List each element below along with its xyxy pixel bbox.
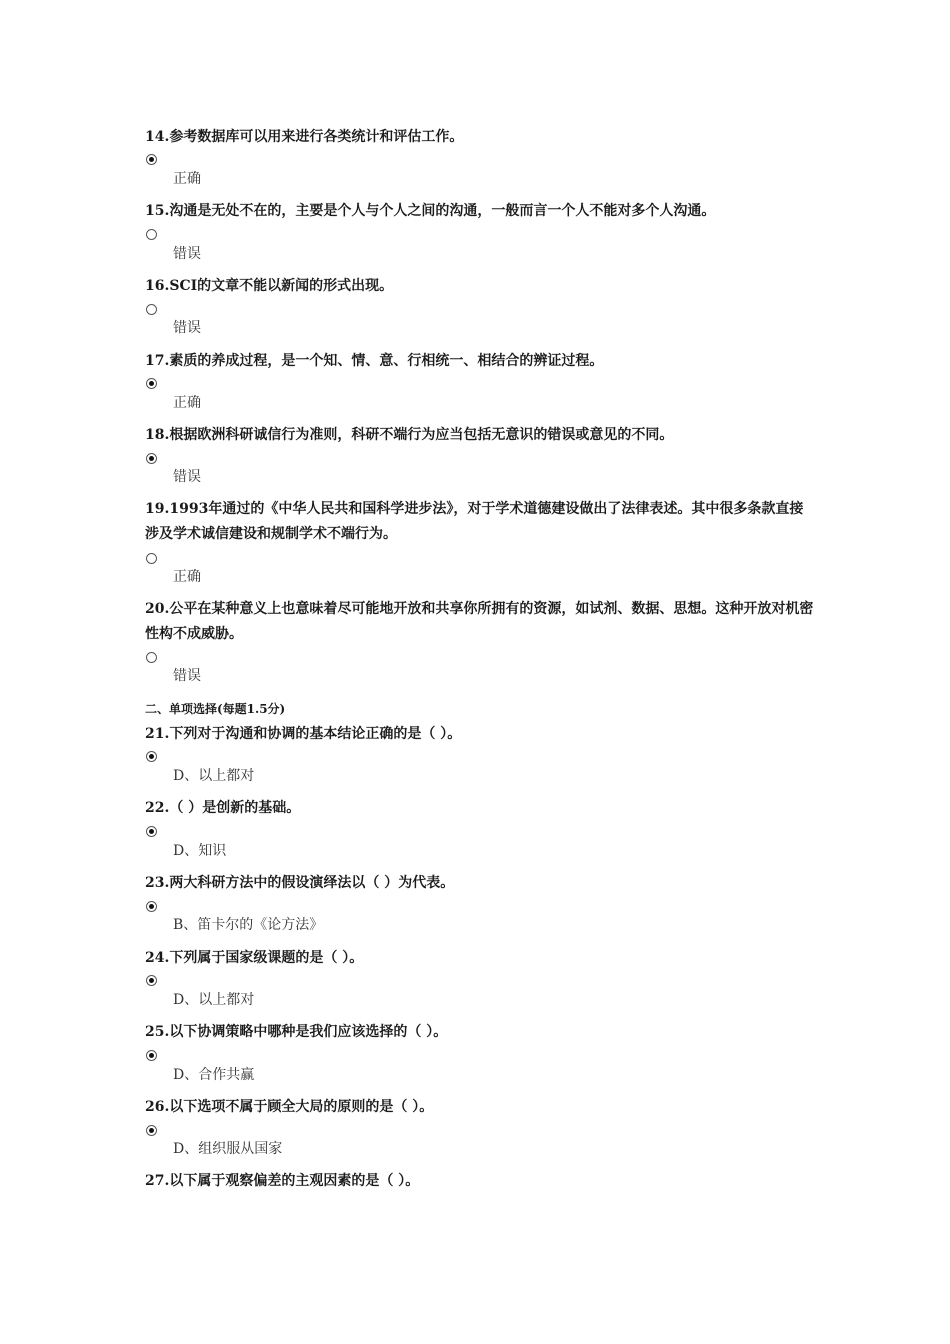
radio-option[interactable] <box>146 453 157 464</box>
answer-label: D、知识 <box>173 843 227 859</box>
question-22: 22.（ ）是创新的基础。 <box>145 800 301 816</box>
question-26: 26.以下选项不属于顾全大局的原则的是（ ）。 <box>145 1099 434 1115</box>
radio-option[interactable] <box>146 751 157 762</box>
answer-label: 错误 <box>173 246 201 262</box>
question-25: 25.以下协调策略中哪种是我们应该选择的（ ）。 <box>145 1024 448 1040</box>
question-16: 16.SCI的文章不能以新闻的形式出现。 <box>145 278 394 294</box>
question-19: 19.1993年通过的《中华人民共和国科学进步法》，对于学术道德建设做出了法律表述。其中很多条款直接涉及学术诚信建设和规制学术不端行为。 <box>145 501 804 542</box>
radio-option[interactable] <box>146 154 157 165</box>
radio-option[interactable] <box>146 304 157 315</box>
question-15: 15.沟通是无处不在的，主要是个人与个人之间的沟通，一般而言一个人不能对多个人沟通。 <box>145 203 716 219</box>
radio-option[interactable] <box>146 901 157 912</box>
radio-option[interactable] <box>146 975 157 986</box>
question-18: 18.根据欧洲科研诚信行为准则，科研不端行为应当包括无意识的错误或意见的不同。 <box>145 427 674 443</box>
answer-label: D、合作共赢 <box>173 1067 255 1083</box>
question-24: 24.下列属于国家级课题的是（ ）。 <box>145 950 364 966</box>
radio-option[interactable] <box>146 378 157 389</box>
answer-label: 正确 <box>173 569 201 585</box>
radio-option[interactable] <box>146 1050 157 1061</box>
answer-label: 错误 <box>173 320 201 336</box>
question-14: 14.参考数据库可以用来进行各类统计和评估工作。 <box>145 129 464 145</box>
question-27: 27.以下属于观察偏差的主观因素的是（ ）。 <box>145 1173 420 1189</box>
answer-label: 错误 <box>173 469 201 485</box>
answer-label: D、组织服从国家 <box>173 1141 283 1157</box>
answer-label: B、笛卡尔的《论方法》 <box>173 917 324 933</box>
radio-option[interactable] <box>146 826 157 837</box>
answer-label: D、以上都对 <box>173 992 255 1008</box>
question-21: 21.下列对于沟通和协调的基本结论正确的是（ ）。 <box>145 726 462 742</box>
radio-option[interactable] <box>146 553 157 564</box>
radio-option[interactable] <box>146 229 157 240</box>
radio-option[interactable] <box>146 652 157 663</box>
answer-label: 正确 <box>173 395 201 411</box>
answer-label: D、以上都对 <box>173 768 255 784</box>
answer-label: 正确 <box>173 171 201 187</box>
answer-label: 错误 <box>173 668 201 684</box>
question-17: 17.素质的养成过程，是一个知、情、意、行相统一、相结合的辨证过程。 <box>145 353 604 369</box>
section-heading: 二、单项选择(每题1.5分) <box>145 702 286 716</box>
question-20: 20.公平在某种意义上也意味着尽可能地开放和共享你所拥有的资源，如试剂、数据、思想。这种开放对机密性构不成威胁。 <box>145 601 814 642</box>
question-23: 23.两大科研方法中的假设演绎法以（ ）为代表。 <box>145 875 455 891</box>
radio-option[interactable] <box>146 1125 157 1136</box>
